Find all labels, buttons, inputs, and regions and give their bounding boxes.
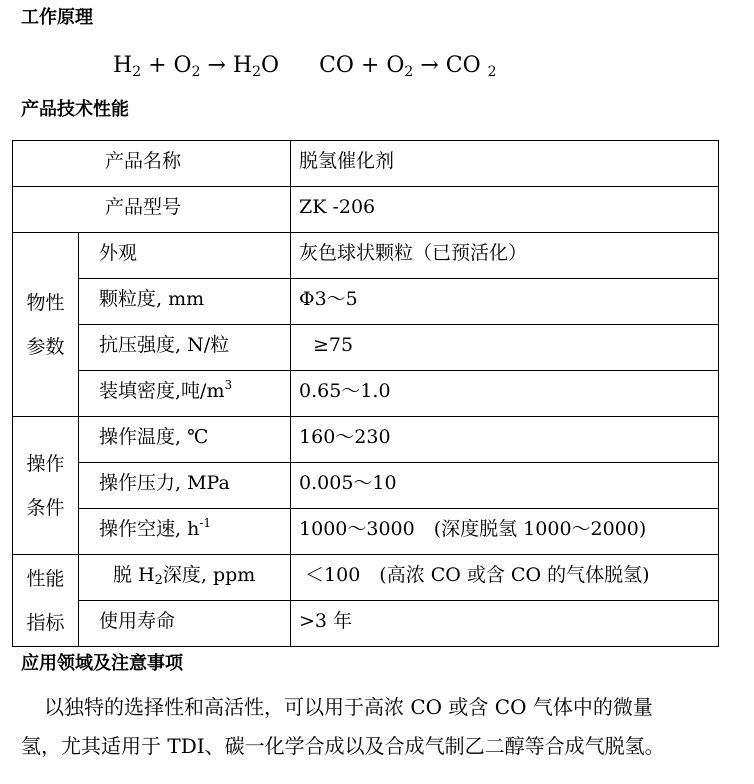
- density-label: 装填密度,吨$/m^3$: [79, 371, 291, 417]
- density-value: 0.65～1.0: [291, 371, 719, 417]
- depth-label: 脱 $H_2$深度, ppm: [79, 555, 291, 601]
- group-performance: 性能 指标: [13, 555, 79, 647]
- product-model-label: 产品型号: [13, 187, 291, 233]
- strength-value: ≥75: [291, 325, 719, 371]
- temp-label: 操作温度, ℃: [79, 417, 291, 463]
- appearance-label: 外观: [79, 233, 291, 279]
- table-row: [13, 187, 719, 233]
- formula-co: CO + $O_2$ → CO $_2$: [319, 53, 497, 80]
- reaction-formulas: [113, 51, 497, 81]
- temp-value: 160～230: [291, 417, 719, 463]
- depth-value: ＜100 (高浓 CO 或含 CO 的气体脱氢): [291, 555, 719, 601]
- life-value: >3 年: [291, 601, 719, 647]
- table-row: [13, 463, 719, 509]
- group-operation: 操作 条件: [13, 417, 79, 555]
- strength-label: 抗压强度, N/粒: [79, 325, 291, 371]
- pressure-value: 0.005～10: [291, 463, 719, 509]
- table-row: [13, 601, 719, 647]
- table-row: [13, 417, 719, 463]
- table-row: [13, 325, 719, 371]
- formula-h2: $H_2 + O_2 \to H_2O$: [113, 53, 280, 80]
- life-label: 使用寿命: [79, 601, 291, 647]
- appearance-value: 灰色球状颗粒（已预活化）: [291, 233, 719, 279]
- table-row: [13, 509, 719, 555]
- pressure-label: 操作压力, MPa: [79, 463, 291, 509]
- spec-table: [12, 140, 719, 647]
- group-physical: 物性 参数: [13, 233, 79, 417]
- table-row: [13, 141, 719, 187]
- granularity-value: Φ3～5: [291, 279, 719, 325]
- table-row: [13, 279, 719, 325]
- product-model-value: ZK -206: [291, 187, 719, 233]
- granularity-label: 颗粒度, mm: [79, 279, 291, 325]
- table-row: [13, 555, 719, 601]
- table-row: [13, 233, 719, 279]
- table-row: [13, 371, 719, 417]
- principle-heading: 工作原理: [21, 7, 93, 28]
- product-name-label: 产品名称: [13, 141, 291, 187]
- space-velocity-value: 1000～3000 (深度脱氢 1000～2000): [291, 509, 719, 555]
- application-heading: 应用领域及注意事项: [21, 653, 183, 674]
- application-line-1: 以独特的选择性和高活性，可以用于高浓 CO 或含 CO 气体中的微量: [44, 695, 653, 719]
- application-line-2: 氢，尤其适用于 TDI、碳一化学合成以及合成气制乙二醇等合成气脱氢。: [21, 734, 665, 758]
- space-velocity-label: 操作空速, $h^{-1}$: [79, 509, 291, 555]
- performance-heading: 产品技术性能: [21, 99, 129, 120]
- product-name-value: 脱氢催化剂: [291, 141, 719, 187]
